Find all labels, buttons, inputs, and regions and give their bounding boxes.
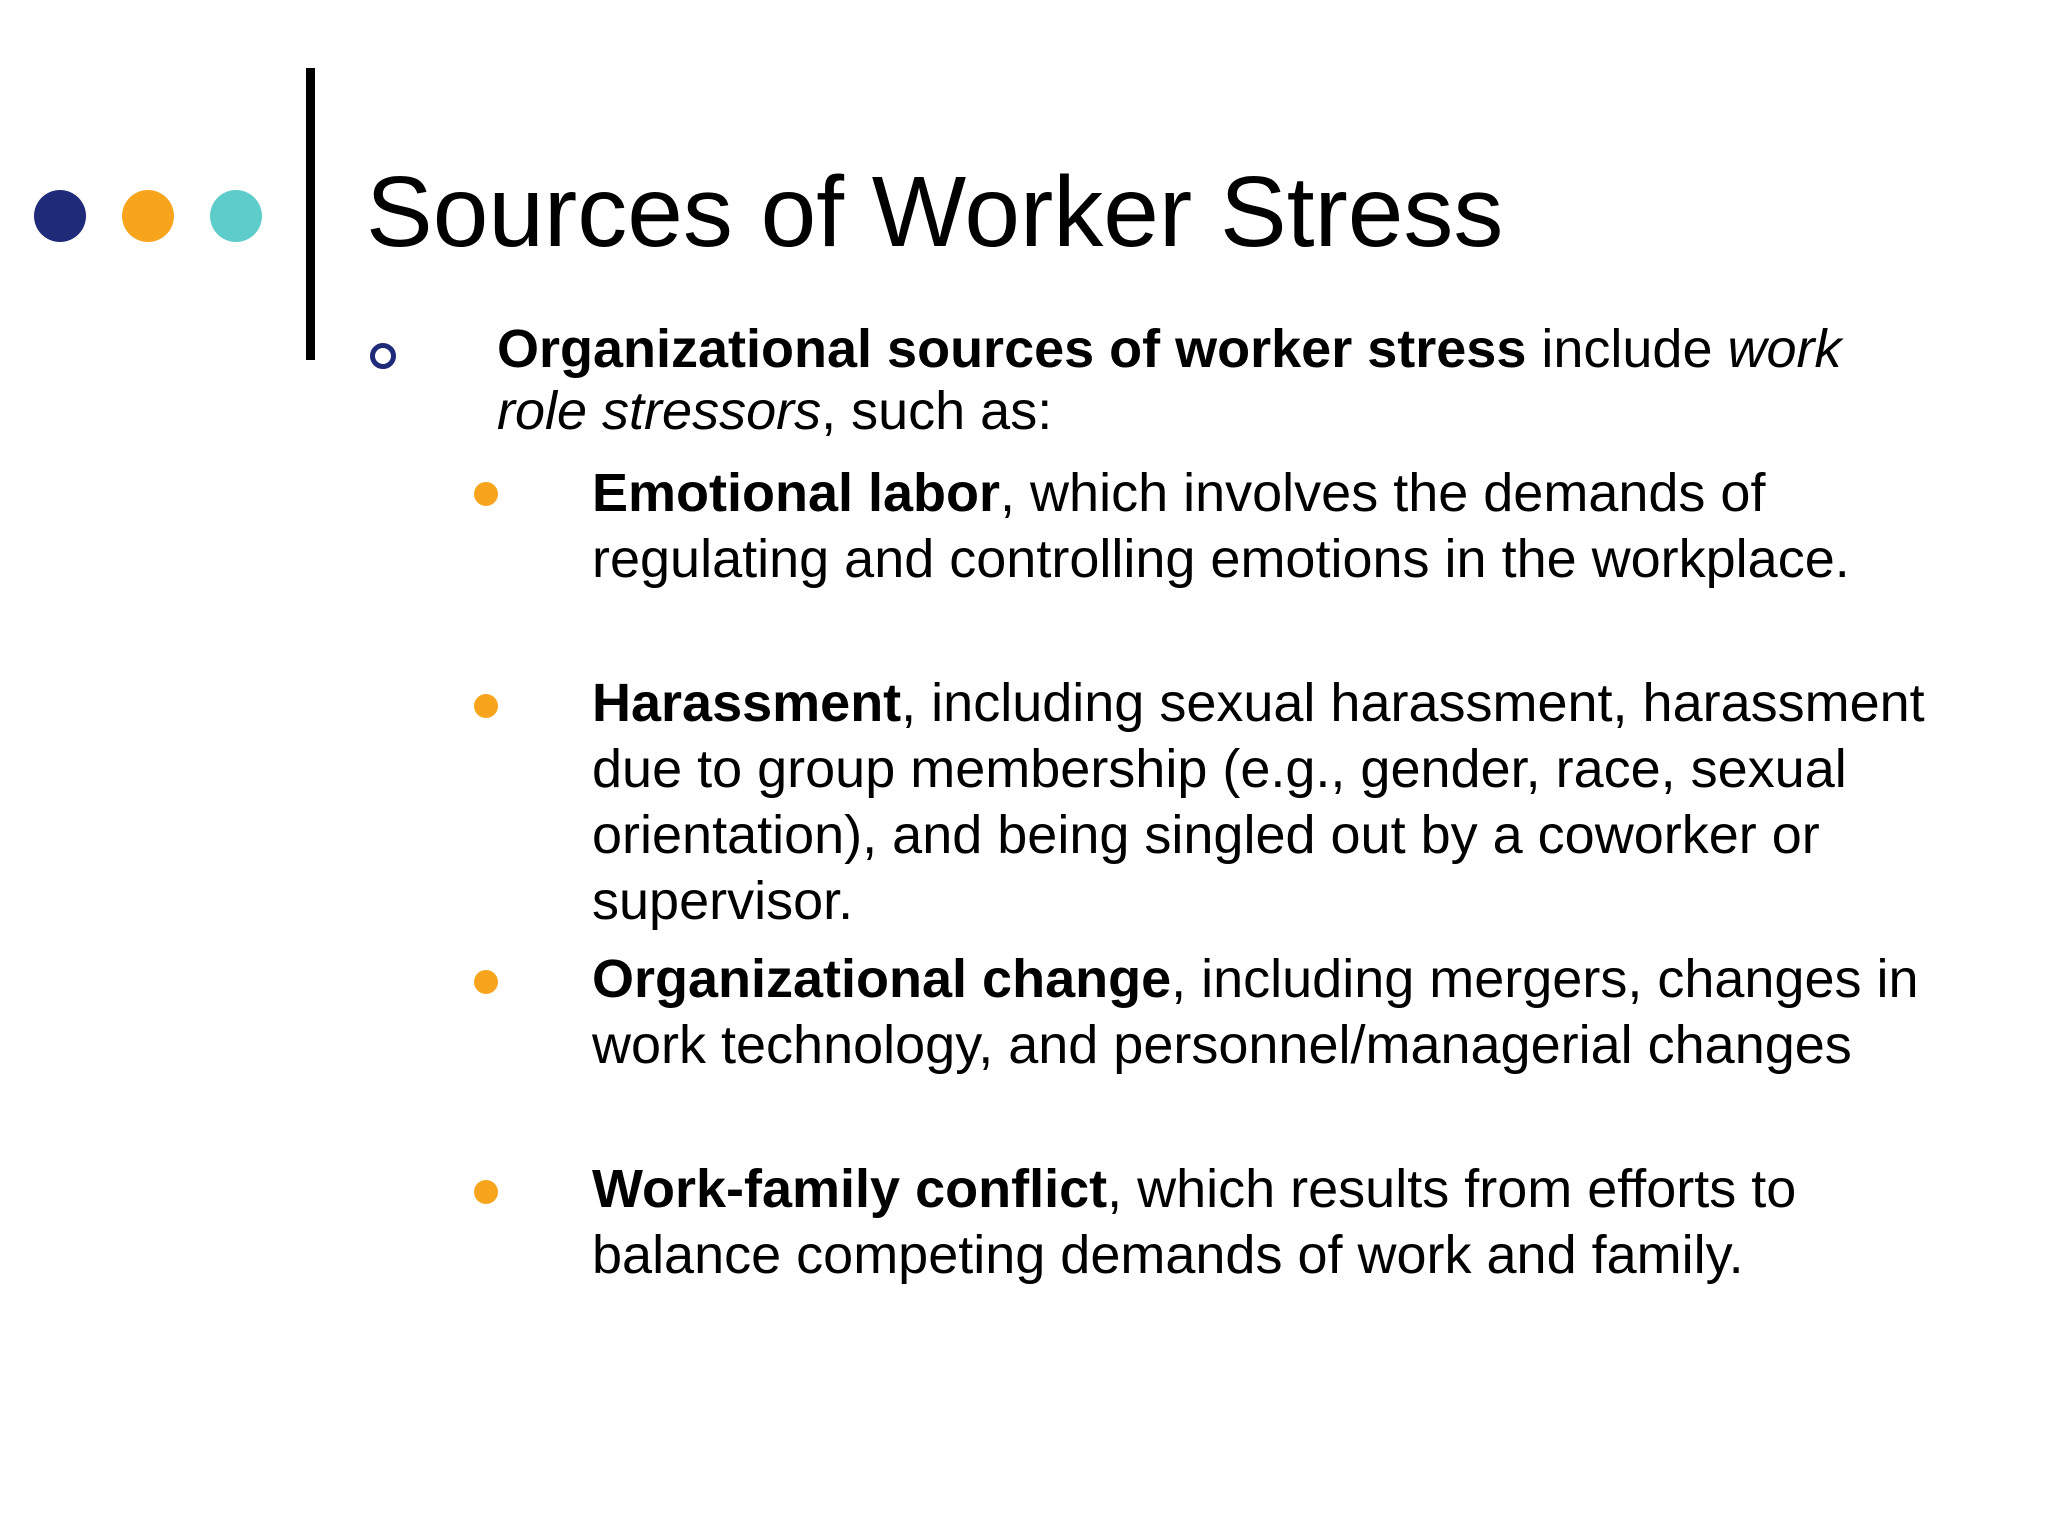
intro-bold-term: Organizational sources of worker stress (497, 319, 1527, 379)
item-bold-term: Organizational change (592, 949, 1172, 1009)
intro-italic-term: work role stressors (497, 319, 1842, 441)
intro-text-1: include (1526, 319, 1728, 379)
list-item (592, 670, 1972, 934)
item-text: , including sexual harassment, harassment due to group membership (e.g., gender, race, sexual orientation), and being singled out by a coworker or supervisor. (592, 673, 1925, 931)
slide-title: Sources of Worker Stress (366, 156, 1504, 268)
intro-bullet-text (497, 318, 1877, 442)
orange-dot-icon (122, 190, 174, 242)
list-item (592, 1156, 1972, 1288)
item-bold-term: Emotional labor (592, 463, 1001, 523)
list-item (592, 460, 1972, 592)
list-item (592, 946, 1972, 1078)
item-text: , which involves the demands of regulating and controlling emotions in the workplace. (592, 463, 1850, 589)
dot-bullet-icon (474, 694, 498, 718)
dot-bullet-icon (474, 1180, 498, 1204)
teal-dot-icon (210, 190, 262, 242)
intro-text-2: , such as: (821, 381, 1053, 441)
item-text: , including mergers, changes in work technology, and personnel/managerial changes (592, 949, 1919, 1075)
dot-bullet-icon (474, 482, 498, 506)
item-bold-term: Harassment (592, 673, 902, 733)
ring-bullet-icon (370, 343, 396, 369)
item-text: , which results from efforts to balance competing demands of work and family. (592, 1159, 1797, 1285)
vertical-divider (306, 68, 315, 360)
dot-bullet-icon (474, 970, 498, 994)
navy-dot-icon (34, 190, 86, 242)
item-bold-term: Work-family conflict (592, 1159, 1108, 1219)
